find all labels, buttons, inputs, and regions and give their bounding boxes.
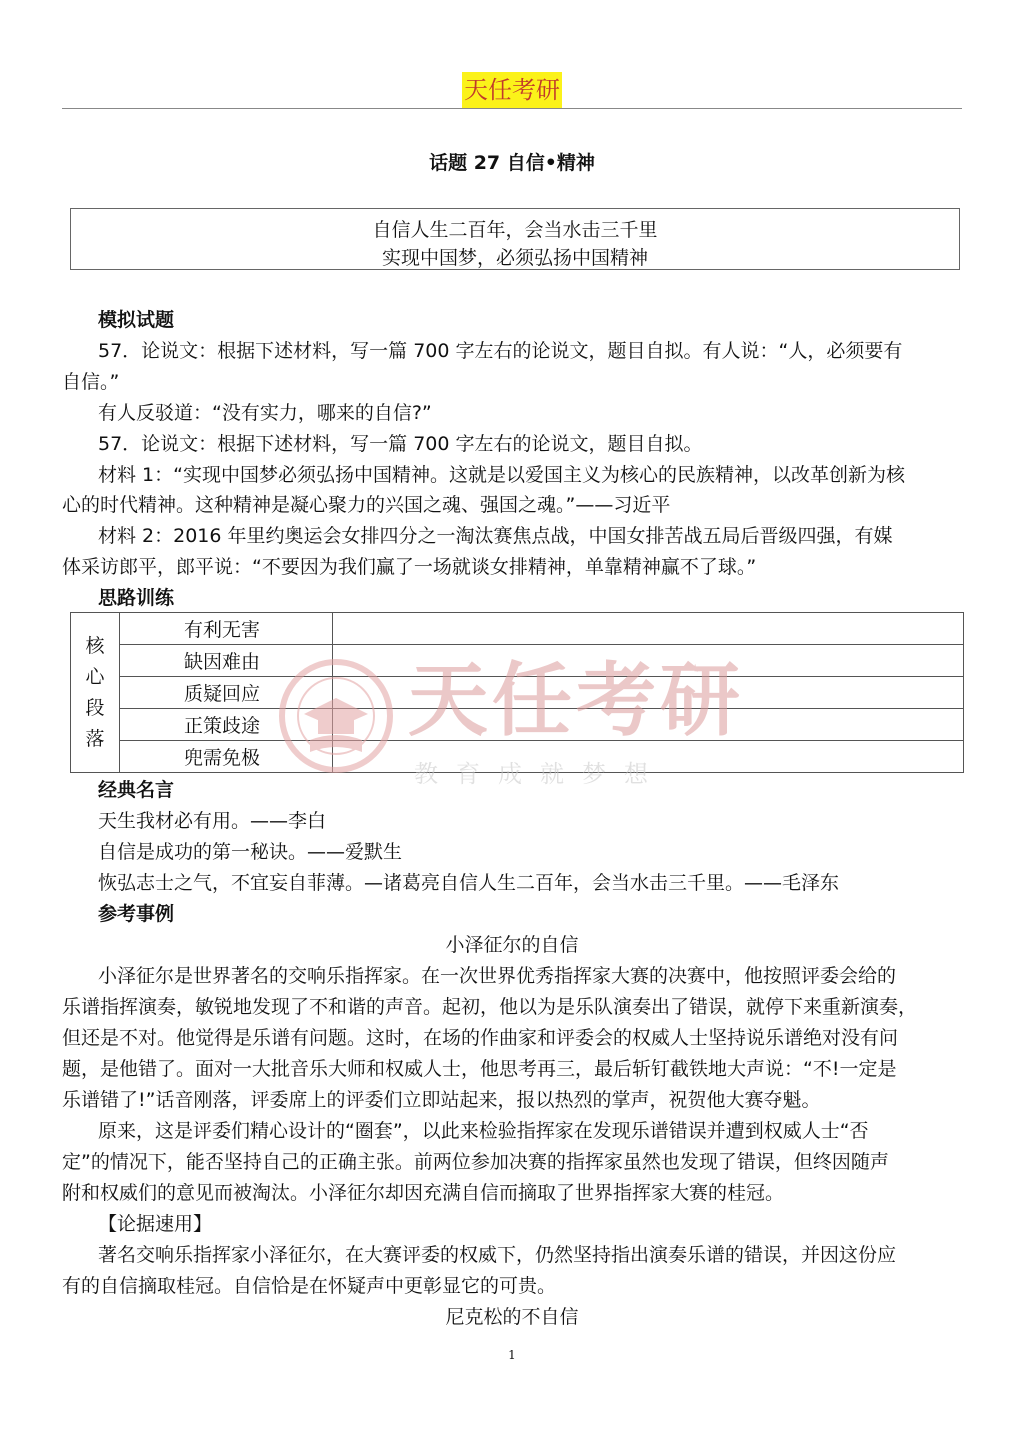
argument-heading: 【论据速用】 <box>98 1213 213 1235</box>
mock-p1-b: 自信。” <box>62 371 120 393</box>
core-item: 兜需免极 <box>120 741 333 773</box>
core-blank-cell <box>333 645 964 677</box>
page-number: 1 <box>508 1348 516 1362</box>
topic-title: 话题 27 自信•精神 <box>429 152 595 174</box>
quote-3: 恢弘志士之气，不宜妄自菲薄。—诸葛亮自信人生二百年，会当水击三千里。——毛泽东 <box>98 872 840 894</box>
quote-1: 天生我材必有用。——李白 <box>98 810 327 832</box>
core-blank-cell <box>333 709 964 741</box>
story-1-title: 小泽征尔的自信 <box>445 934 579 956</box>
core-blank-cell <box>333 741 964 773</box>
story-1-line: 附和权威们的意见而被淘汰。小泽征尔却因充满自信而摘取了世界指挥家大赛的桂冠。 <box>62 1182 785 1204</box>
material-2-a: 材料 2：2016 年里约奥运会女排四分之一淘汰赛焦点战，中国女排苦战五局后晋级四强，有媒 <box>98 525 893 547</box>
label-char: 核 <box>85 634 105 657</box>
core-blank-cell <box>333 613 964 645</box>
material-2-b: 体采访郎平，郎平说：“不要因为我们赢了一场就谈女排精神，单靠精神赢不了球。” <box>62 556 757 578</box>
heading-thinking: 思路训练 <box>98 587 175 609</box>
mock-p3: 57．论说文：根据下述材料，写一篇 700 字左右的论说文，题目自拟。 <box>98 433 703 455</box>
header-brand: 天任考研 <box>462 72 562 108</box>
story-1-line: 原来，这是评委们精心设计的“圈套”，以此来检验指挥家在发现乐谱错误并遭到权威人士“否 <box>98 1120 869 1142</box>
mock-p2: 有人反驳道：“没有实力，哪来的自信?” <box>98 402 432 424</box>
core-item: 缺因难由 <box>120 645 333 677</box>
argument-line: 有的自信摘取桂冠。自信恰是在怀疑声中更彰显它的可贵。 <box>62 1275 557 1297</box>
core-item: 正策歧途 <box>120 709 333 741</box>
motto-line-1: 自信人生二百年，会当水击三千里 <box>372 219 658 241</box>
label-char: 心 <box>85 665 105 688</box>
watermark-subtitle: 教育成就梦想 <box>414 760 666 788</box>
core-item: 有利无害 <box>120 613 333 645</box>
heading-examples: 参考事例 <box>98 903 175 925</box>
motto-line-2: 实现中国梦，必须弘扬中国精神 <box>381 247 648 269</box>
core-paragraph-table <box>70 612 964 773</box>
heading-quotes: 经典名言 <box>98 779 175 801</box>
header-rule <box>62 108 962 109</box>
label-char: 落 <box>85 727 105 750</box>
story-1-line: 但还是不对。他觉得是乐谱有问题。这时，在场的作曲家和评委会的权威人士坚持说乐谱绝对没有问 <box>62 1027 899 1049</box>
story-1-line: 定”的情况下，能否坚持自己的正确主张。前两位参加决赛的指挥家虽然也发现了错误，但终因随声 <box>62 1151 889 1173</box>
core-paragraph-label <box>71 613 120 773</box>
story-2-title: 尼克松的不自信 <box>445 1306 579 1328</box>
quote-2: 自信是成功的第一秘诀。——爱默生 <box>98 841 403 863</box>
material-1-a: 材料 1：“实现中国梦必须弘扬中国精神。这就是以爱国主义为核心的民族精神，以改革创新为核 <box>98 464 905 486</box>
mock-p1-a: 57．论说文：根据下述材料，写一篇 700 字左右的论说文，题目自拟。有人说：“人，必须要有 <box>98 340 903 362</box>
story-1-line: 小泽征尔是世界著名的交响乐指挥家。在一次世界优秀指挥家大赛的决赛中，他按照评委会给的 <box>98 965 897 987</box>
watermark-title: 天任考研 <box>408 654 744 747</box>
heading-mock: 模拟试题 <box>98 309 175 331</box>
argument-line: 著名交响乐指挥家小泽征尔，在大赛评委的权威下，仍然坚持指出演奏乐谱的错误，并因这份应 <box>98 1244 897 1266</box>
story-1-line: 乐谱指挥演奏，敏锐地发现了不和谐的声音。起初，他以为是乐队演奏出了错误，就停下来重新演奏， <box>62 996 918 1018</box>
story-1-line: 题，是他错了。面对一大批音乐大师和权威人士，他思考再三，最后斩钉截铁地大声说：“不!一定是 <box>62 1058 897 1080</box>
core-item: 质疑回应 <box>120 677 333 709</box>
story-1-line: 乐谱错了!”话音刚落，评委席上的评委们立即站起来，报以热烈的掌声，祝贺他大赛夺魁。 <box>62 1089 821 1111</box>
motto-box <box>70 208 960 270</box>
core-blank-cell <box>333 677 964 709</box>
material-1-b: 心的时代精神。这种精神是凝心聚力的兴国之魂、强国之魂。”——习近平 <box>62 494 671 516</box>
label-char: 段 <box>85 696 105 719</box>
